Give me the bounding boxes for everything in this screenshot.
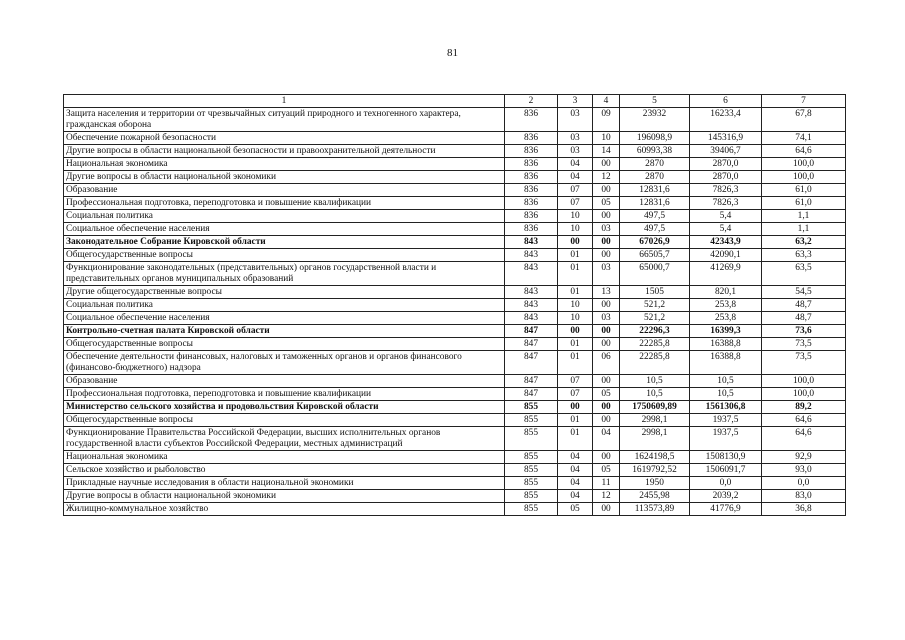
ministry-code-cell: 836	[505, 132, 558, 145]
section-code-cell: 04	[558, 464, 593, 477]
row-name-cell: Функционирование Правительства Российской Федерации, высших исполнительных органов государственной власти субъектов Российской Федерации, местных администраций	[64, 427, 505, 451]
actual-amount-cell: 42090,1	[690, 249, 762, 262]
planned-amount-cell: 521,2	[620, 312, 690, 325]
subsection-code-cell: 00	[593, 375, 620, 388]
subsection-code-cell: 00	[593, 401, 620, 414]
percent-cell: 67,8	[762, 108, 846, 132]
ministry-code-cell: 843	[505, 249, 558, 262]
ministry-code-cell: 836	[505, 197, 558, 210]
actual-amount-cell: 253,8	[690, 299, 762, 312]
actual-amount-cell: 1937,5	[690, 414, 762, 427]
percent-cell: 100,0	[762, 171, 846, 184]
section-code-cell: 03	[558, 132, 593, 145]
section-code-cell: 04	[558, 158, 593, 171]
table-row	[64, 299, 846, 312]
section-code-cell: 07	[558, 197, 593, 210]
table-row	[64, 184, 846, 197]
table-row-department-total	[64, 325, 846, 338]
planned-amount-cell: 1950	[620, 477, 690, 490]
ministry-code-cell: 855	[505, 477, 558, 490]
percent-cell: 83,0	[762, 490, 846, 503]
subsection-code-cell: 12	[593, 490, 620, 503]
subsection-code-cell: 00	[593, 325, 620, 338]
actual-amount-cell: 16388,8	[690, 338, 762, 351]
subsection-code-cell: 00	[593, 338, 620, 351]
subsection-code-cell: 05	[593, 464, 620, 477]
planned-amount-cell: 22285,8	[620, 351, 690, 375]
percent-cell: 61,0	[762, 197, 846, 210]
actual-amount-cell: 16399,3	[690, 325, 762, 338]
planned-amount-cell: 66505,7	[620, 249, 690, 262]
percent-cell: 0,0	[762, 477, 846, 490]
row-name-cell: Жилищно-коммунальное хозяйство	[64, 503, 505, 516]
ministry-code-cell: 855	[505, 427, 558, 451]
ministry-code-cell: 847	[505, 338, 558, 351]
planned-amount-cell: 67026,9	[620, 236, 690, 249]
actual-amount-cell: 253,8	[690, 312, 762, 325]
percent-cell: 36,8	[762, 503, 846, 516]
percent-cell: 73,5	[762, 338, 846, 351]
planned-amount-cell: 22285,8	[620, 338, 690, 351]
section-code-cell: 03	[558, 145, 593, 158]
actual-amount-cell: 1561306,8	[690, 401, 762, 414]
planned-amount-cell: 113573,89	[620, 503, 690, 516]
actual-amount-cell: 39406,7	[690, 145, 762, 158]
ministry-code-cell: 847	[505, 375, 558, 388]
actual-amount-cell: 7826,3	[690, 197, 762, 210]
ministry-code-cell: 836	[505, 145, 558, 158]
actual-amount-cell: 1506091,7	[690, 464, 762, 477]
section-code-cell: 10	[558, 299, 593, 312]
ministry-code-cell: 847	[505, 351, 558, 375]
percent-cell: 63,3	[762, 249, 846, 262]
subsection-code-cell: 14	[593, 145, 620, 158]
ministry-code-cell: 855	[505, 451, 558, 464]
ministry-code-cell: 855	[505, 503, 558, 516]
percent-cell: 93,0	[762, 464, 846, 477]
subsection-code-cell: 05	[593, 197, 620, 210]
planned-amount-cell: 65000,7	[620, 262, 690, 286]
ministry-code-cell: 855	[505, 414, 558, 427]
actual-amount-cell: 820,1	[690, 286, 762, 299]
actual-amount-cell: 1937,5	[690, 427, 762, 451]
ministry-code-cell: 843	[505, 236, 558, 249]
table-row	[64, 464, 846, 477]
actual-amount-cell: 10,5	[690, 388, 762, 401]
percent-cell: 89,2	[762, 401, 846, 414]
planned-amount-cell: 22296,3	[620, 325, 690, 338]
ministry-code-cell: 855	[505, 490, 558, 503]
table-body	[64, 95, 846, 516]
subsection-code-cell: 03	[593, 312, 620, 325]
row-name-cell: Другие вопросы в области национальной безопасности и правоохранительной деятельности	[64, 145, 505, 158]
table-row	[64, 427, 846, 451]
row-name-cell: Другие вопросы в области национальной экономики	[64, 490, 505, 503]
section-code-cell: 01	[558, 414, 593, 427]
row-name-cell: Общегосударственные вопросы	[64, 414, 505, 427]
section-code-cell: 01	[558, 249, 593, 262]
planned-amount-cell: 2870	[620, 171, 690, 184]
section-code-cell: 04	[558, 451, 593, 464]
row-name-cell: Общегосударственные вопросы	[64, 338, 505, 351]
table-row-department-total	[64, 236, 846, 249]
ministry-code-cell: 836	[505, 108, 558, 132]
section-code-cell: 01	[558, 351, 593, 375]
section-code-cell: 07	[558, 375, 593, 388]
percent-cell: 1,1	[762, 223, 846, 236]
actual-amount-cell: 1508130,9	[690, 451, 762, 464]
table-row	[64, 132, 846, 145]
planned-amount-cell: 60993,38	[620, 145, 690, 158]
row-name-cell: Обеспечение деятельности финансовых, налоговых и таможенных органов и органов финансового (финансово-бюджетного) надзора	[64, 351, 505, 375]
ministry-code-cell: 847	[505, 388, 558, 401]
subsection-code-cell: 00	[593, 414, 620, 427]
section-code-cell: 03	[558, 108, 593, 132]
percent-cell: 1,1	[762, 210, 846, 223]
row-name-cell: Защита населения и территории от чрезвычайных ситуаций природного и техногенного характера, гражданская оборона	[64, 108, 505, 132]
actual-amount-cell: 2039,2	[690, 490, 762, 503]
table-row	[64, 388, 846, 401]
section-code-cell: 04	[558, 490, 593, 503]
row-name-cell: Социальное обеспечение населения	[64, 312, 505, 325]
section-code-cell: 10	[558, 223, 593, 236]
section-code-cell: 00	[558, 236, 593, 249]
actual-amount-cell: 2870,0	[690, 171, 762, 184]
table-row	[64, 262, 846, 286]
table-row	[64, 451, 846, 464]
actual-amount-cell: 5,4	[690, 223, 762, 236]
subsection-code-cell: 00	[593, 299, 620, 312]
table-row	[64, 108, 846, 132]
planned-amount-cell: 497,5	[620, 223, 690, 236]
table-row	[64, 414, 846, 427]
table-row	[64, 312, 846, 325]
planned-amount-cell: 2998,1	[620, 427, 690, 451]
ministry-code-cell: 836	[505, 158, 558, 171]
percent-cell: 64,6	[762, 414, 846, 427]
subsection-code-cell: 12	[593, 171, 620, 184]
table-row	[64, 145, 846, 158]
header-cell: 3	[558, 95, 593, 108]
table-row	[64, 338, 846, 351]
section-code-cell: 00	[558, 401, 593, 414]
row-name-cell: Профессиональная подготовка, переподготовка и повышение квалификации	[64, 197, 505, 210]
table-row	[64, 351, 846, 375]
ministry-code-cell: 836	[505, 223, 558, 236]
table-row	[64, 249, 846, 262]
planned-amount-cell: 10,5	[620, 375, 690, 388]
section-code-cell: 07	[558, 184, 593, 197]
actual-amount-cell: 41269,9	[690, 262, 762, 286]
percent-cell: 63,2	[762, 236, 846, 249]
header-cell: 2	[505, 95, 558, 108]
row-name-cell: Обеспечение пожарной безопасности	[64, 132, 505, 145]
ministry-code-cell: 843	[505, 262, 558, 286]
section-code-cell: 01	[558, 338, 593, 351]
percent-cell: 92,9	[762, 451, 846, 464]
actual-amount-cell: 16233,4	[690, 108, 762, 132]
header-cell: 4	[593, 95, 620, 108]
planned-amount-cell: 1619792,52	[620, 464, 690, 477]
actual-amount-cell: 42343,9	[690, 236, 762, 249]
subsection-code-cell: 00	[593, 236, 620, 249]
subsection-code-cell: 11	[593, 477, 620, 490]
percent-cell: 48,7	[762, 299, 846, 312]
ministry-code-cell: 843	[505, 299, 558, 312]
planned-amount-cell: 1505	[620, 286, 690, 299]
row-name-cell: Образование	[64, 184, 505, 197]
percent-cell: 63,5	[762, 262, 846, 286]
subsection-code-cell: 04	[593, 427, 620, 451]
actual-amount-cell: 7826,3	[690, 184, 762, 197]
section-code-cell: 04	[558, 171, 593, 184]
table-row	[64, 197, 846, 210]
row-name-cell: Функционирование законодательных (представительных) органов государственной власти и представительных органов муниципальных образований	[64, 262, 505, 286]
subsection-code-cell: 09	[593, 108, 620, 132]
row-name-cell: Министерство сельского хозяйства и продовольствия Кировской области	[64, 401, 505, 414]
subsection-code-cell: 00	[593, 249, 620, 262]
planned-amount-cell: 1624198,5	[620, 451, 690, 464]
percent-cell: 100,0	[762, 158, 846, 171]
row-name-cell: Общегосударственные вопросы	[64, 249, 505, 262]
percent-cell: 54,5	[762, 286, 846, 299]
section-code-cell: 01	[558, 286, 593, 299]
subsection-code-cell: 00	[593, 451, 620, 464]
actual-amount-cell: 2870,0	[690, 158, 762, 171]
section-code-cell: 01	[558, 262, 593, 286]
subsection-code-cell: 00	[593, 158, 620, 171]
planned-amount-cell: 2455,98	[620, 490, 690, 503]
table-row	[64, 210, 846, 223]
planned-amount-cell: 196098,9	[620, 132, 690, 145]
percent-cell: 74,1	[762, 132, 846, 145]
header-cell: 7	[762, 95, 846, 108]
percent-cell: 64,6	[762, 145, 846, 158]
page-number: 81	[447, 47, 458, 59]
planned-amount-cell: 12831,6	[620, 197, 690, 210]
row-name-cell: Национальная экономика	[64, 158, 505, 171]
actual-amount-cell: 41776,9	[690, 503, 762, 516]
subsection-code-cell: 13	[593, 286, 620, 299]
subsection-code-cell: 06	[593, 351, 620, 375]
ministry-code-cell: 855	[505, 464, 558, 477]
row-name-cell: Другие вопросы в области национальной экономики	[64, 171, 505, 184]
percent-cell: 100,0	[762, 388, 846, 401]
subsection-code-cell: 05	[593, 388, 620, 401]
subsection-code-cell: 00	[593, 184, 620, 197]
row-name-cell: Национальная экономика	[64, 451, 505, 464]
table-row	[64, 490, 846, 503]
section-code-cell: 07	[558, 388, 593, 401]
row-name-cell: Профессиональная подготовка, переподготовка и повышение квалификации	[64, 388, 505, 401]
header-cell: 1	[64, 95, 505, 108]
table-row	[64, 223, 846, 236]
ministry-code-cell: 836	[505, 210, 558, 223]
percent-cell: 48,7	[762, 312, 846, 325]
table-row	[64, 286, 846, 299]
percent-cell: 73,6	[762, 325, 846, 338]
table-row	[64, 375, 846, 388]
subsection-code-cell: 00	[593, 503, 620, 516]
row-name-cell: Прикладные научные исследования в области национальной экономики	[64, 477, 505, 490]
table-row	[64, 158, 846, 171]
header-cell: 5	[620, 95, 690, 108]
header-cell: 6	[690, 95, 762, 108]
percent-cell: 73,5	[762, 351, 846, 375]
ministry-code-cell: 836	[505, 171, 558, 184]
table-row	[64, 477, 846, 490]
row-name-cell: Контрольно-счетная палата Кировской области	[64, 325, 505, 338]
actual-amount-cell: 16388,8	[690, 351, 762, 375]
actual-amount-cell: 5,4	[690, 210, 762, 223]
percent-cell: 100,0	[762, 375, 846, 388]
planned-amount-cell: 12831,6	[620, 184, 690, 197]
ministry-code-cell: 847	[505, 325, 558, 338]
actual-amount-cell: 0,0	[690, 477, 762, 490]
actual-amount-cell: 145316,9	[690, 132, 762, 145]
row-name-cell: Законодательное Собрание Кировской области	[64, 236, 505, 249]
subsection-code-cell: 03	[593, 262, 620, 286]
ministry-code-cell: 836	[505, 184, 558, 197]
row-name-cell: Образование	[64, 375, 505, 388]
planned-amount-cell: 23932	[620, 108, 690, 132]
subsection-code-cell: 00	[593, 210, 620, 223]
row-name-cell: Социальное обеспечение населения	[64, 223, 505, 236]
row-name-cell: Сельское хозяйство и рыболовство	[64, 464, 505, 477]
section-code-cell: 04	[558, 477, 593, 490]
row-name-cell: Другие общегосударственные вопросы	[64, 286, 505, 299]
row-name-cell: Социальная политика	[64, 210, 505, 223]
table-row-department-total	[64, 401, 846, 414]
planned-amount-cell: 2870	[620, 158, 690, 171]
percent-cell: 64,6	[762, 427, 846, 451]
section-code-cell: 10	[558, 210, 593, 223]
table-row	[64, 503, 846, 516]
section-code-cell: 01	[558, 427, 593, 451]
section-code-cell: 10	[558, 312, 593, 325]
ministry-code-cell: 843	[505, 286, 558, 299]
subsection-code-cell: 10	[593, 132, 620, 145]
planned-amount-cell: 10,5	[620, 388, 690, 401]
planned-amount-cell: 2998,1	[620, 414, 690, 427]
planned-amount-cell: 497,5	[620, 210, 690, 223]
subsection-code-cell: 03	[593, 223, 620, 236]
percent-cell: 61,0	[762, 184, 846, 197]
planned-amount-cell: 1750609,89	[620, 401, 690, 414]
ministry-code-cell: 843	[505, 312, 558, 325]
section-code-cell: 00	[558, 325, 593, 338]
ministry-code-cell: 855	[505, 401, 558, 414]
budget-table	[63, 94, 846, 516]
section-code-cell: 05	[558, 503, 593, 516]
planned-amount-cell: 521,2	[620, 299, 690, 312]
actual-amount-cell: 10,5	[690, 375, 762, 388]
table-header-row	[64, 95, 846, 108]
table-row	[64, 171, 846, 184]
row-name-cell: Социальная политика	[64, 299, 505, 312]
